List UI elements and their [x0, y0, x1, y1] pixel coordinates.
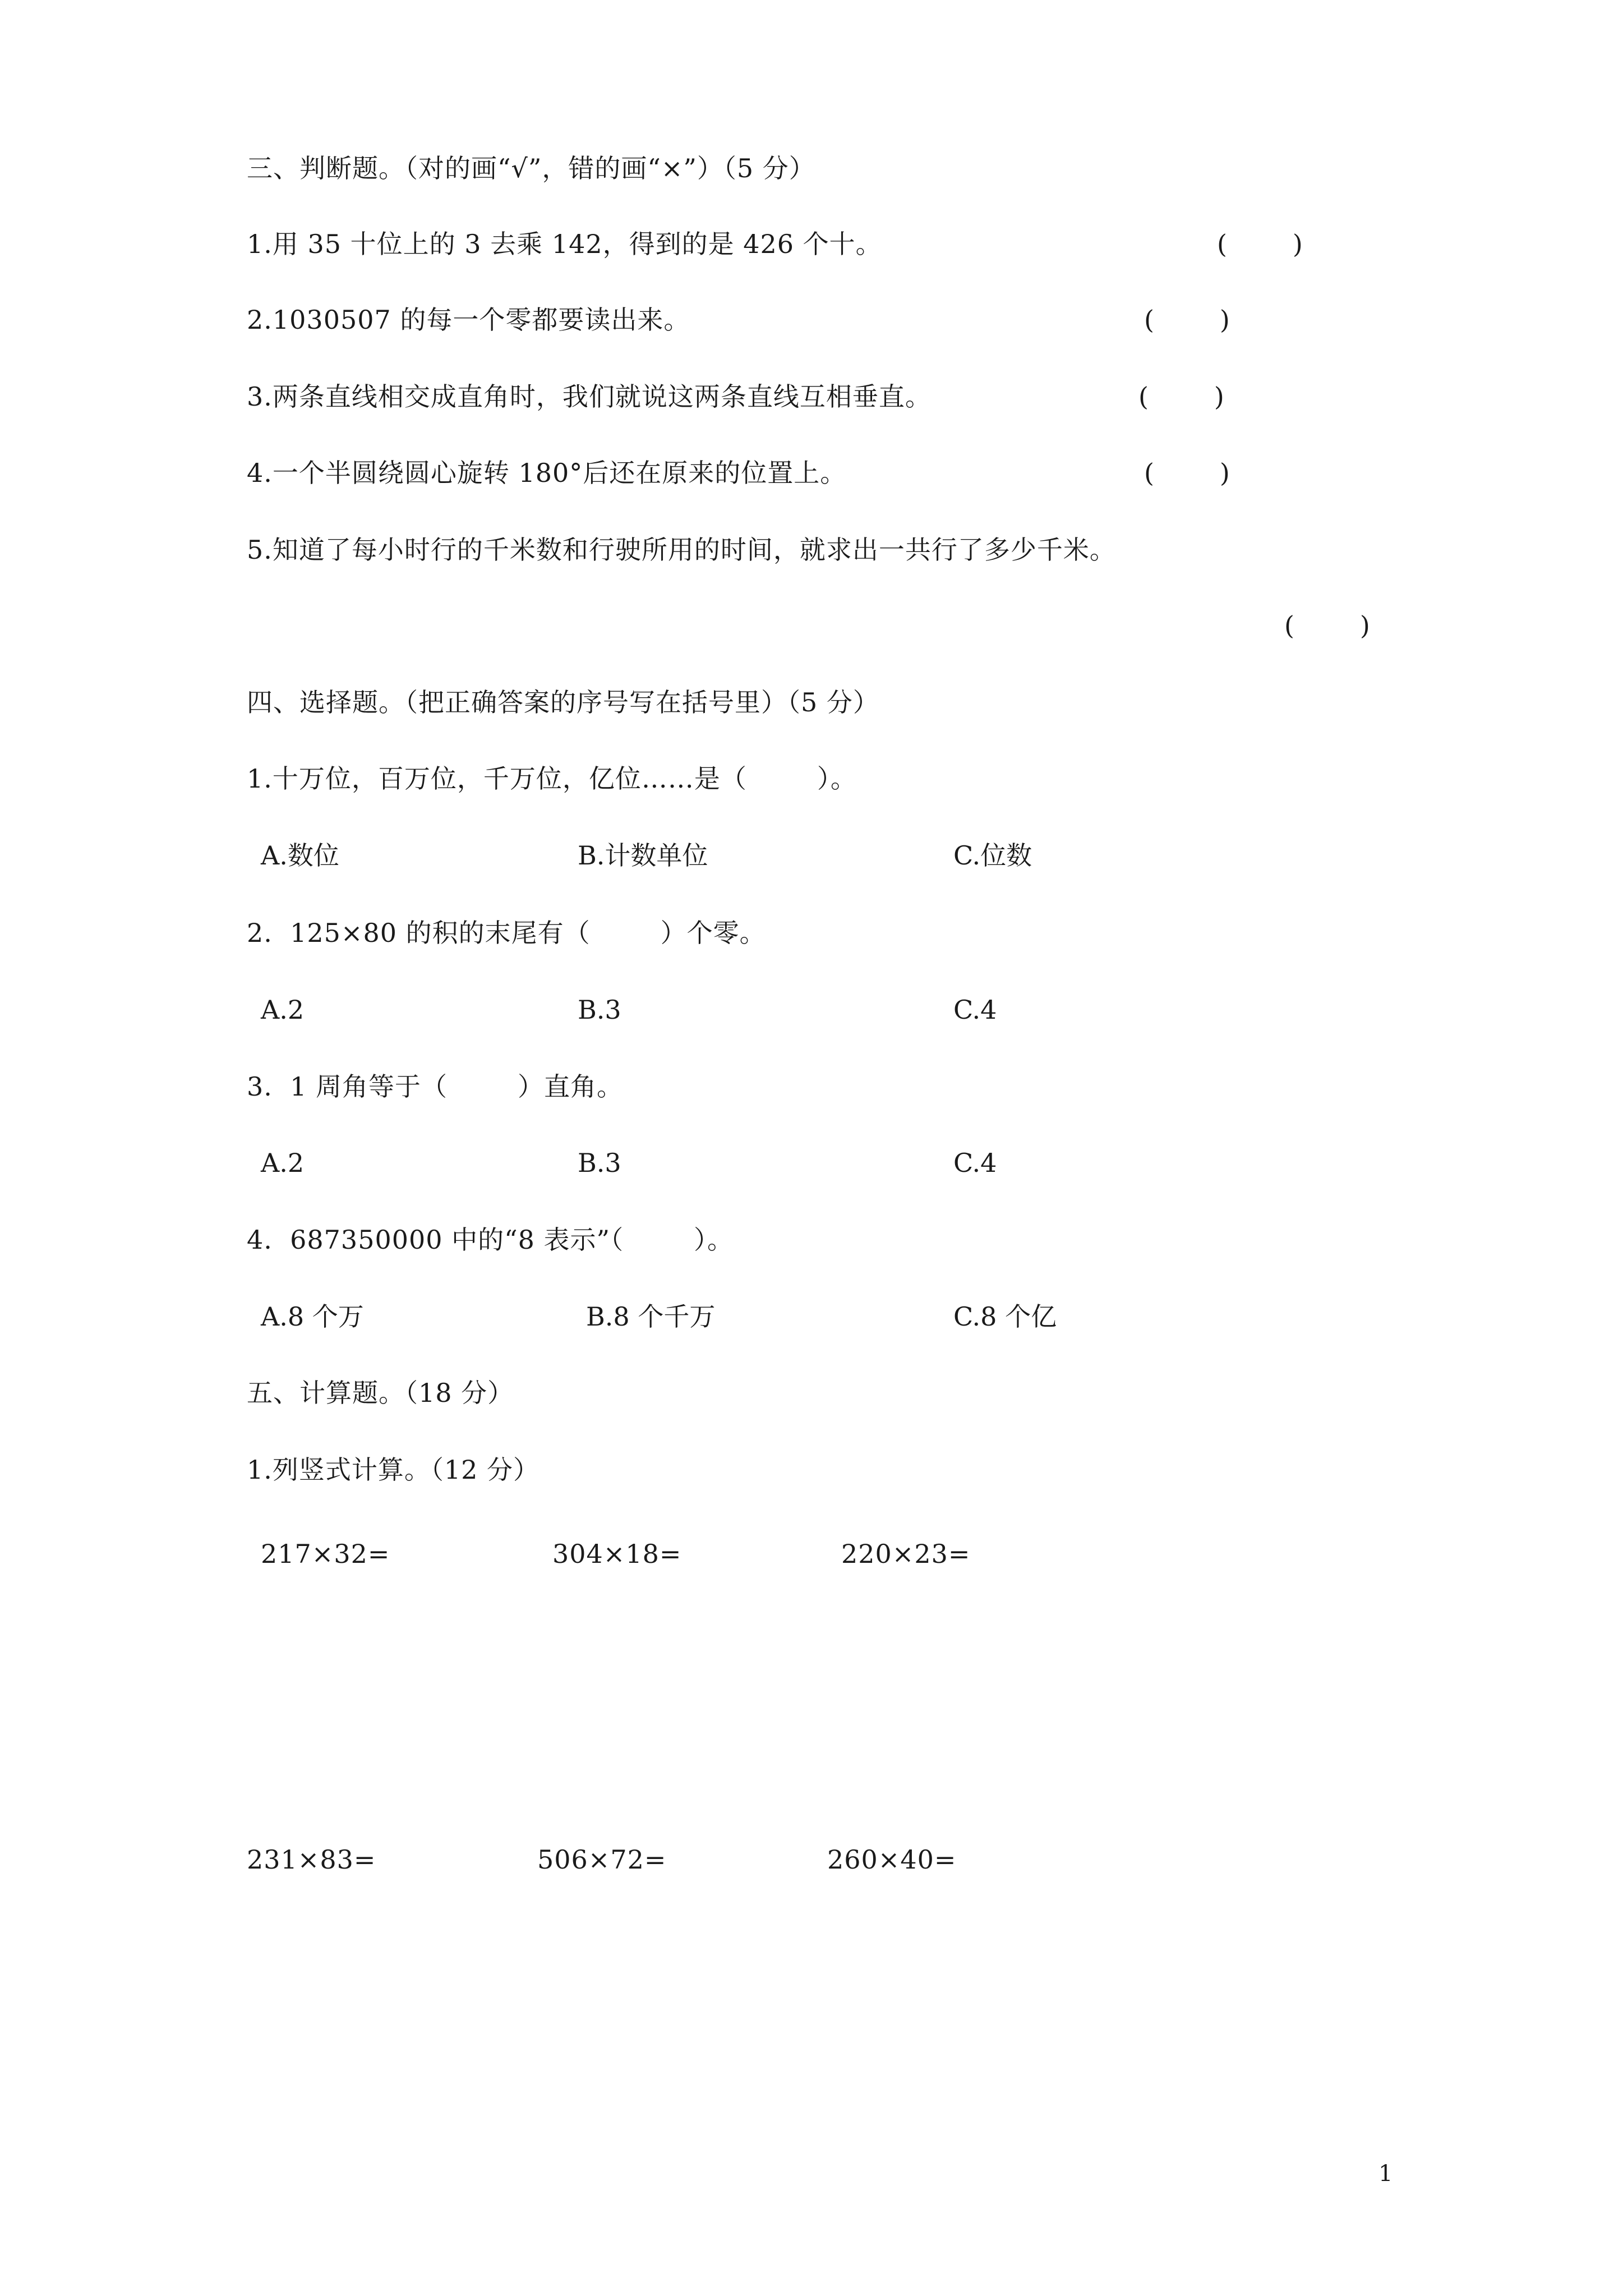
- choice-1-option-a[interactable]: A.数位: [261, 840, 339, 871]
- choice-question-4: 4. 687350000 中的“8 表示”（ ）。: [247, 1225, 734, 1255]
- section5-heading: 五、计算题。（18 分）: [247, 1378, 514, 1408]
- judge-item-1-blank[interactable]: ( ): [1217, 229, 1303, 259]
- judge-item-3-blank[interactable]: ( ): [1138, 381, 1224, 412]
- calc-problem-2: 304×18=: [552, 1539, 682, 1569]
- judge-item-2: 2.1030507 的每一个零都要读出来。: [247, 305, 690, 335]
- judge-item-4: 4.一个半圆绕圆心旋转 180°后还在原来的位置上。: [247, 458, 847, 488]
- choice-4-option-b[interactable]: B.8 个千万: [586, 1301, 716, 1332]
- calc-problem-5: 506×72=: [537, 1844, 667, 1875]
- section3-heading: 三、判断题。（对的画“√”，错的画“×”）（5 分）: [247, 153, 815, 183]
- calc-problem-6: 260×40=: [827, 1844, 957, 1875]
- choice-2-option-a[interactable]: A.2: [261, 995, 305, 1025]
- choice-question-2: 2. 125×80 的积的末尾有（ ）个零。: [247, 918, 766, 948]
- choice-3-option-a[interactable]: A.2: [261, 1148, 305, 1178]
- calc-problem-1: 217×32=: [261, 1539, 390, 1569]
- judge-item-1: 1.用 35 十位上的 3 去乘 142，得到的是 426 个十。: [247, 229, 882, 259]
- choice-question-3: 3. 1 周角等于（ ）直角。: [247, 1071, 623, 1102]
- choice-question-1: 1.十万位，百万位，千万位，亿位……是（ ）。: [247, 763, 857, 794]
- choice-1-option-b[interactable]: B.计数单位: [578, 840, 708, 871]
- choice-2-option-b[interactable]: B.3: [578, 995, 621, 1025]
- calc-problem-3: 220×23=: [841, 1539, 971, 1569]
- judge-item-2-blank[interactable]: ( ): [1144, 305, 1230, 335]
- page-number: 1: [1378, 2161, 1393, 2187]
- judge-item-5-blank[interactable]: ( ): [1284, 610, 1370, 641]
- section4-heading: 四、选择题。（把正确答案的序号写在括号里）（5 分）: [247, 687, 879, 717]
- choice-3-option-b[interactable]: B.3: [578, 1148, 621, 1178]
- choice-1-option-c[interactable]: C.位数: [953, 840, 1032, 871]
- choice-4-option-c[interactable]: C.8 个亿: [953, 1301, 1057, 1332]
- choice-4-option-a[interactable]: A.8 个万: [261, 1301, 364, 1332]
- section5-sub1: 1.列竖式计算。（12 分）: [247, 1455, 540, 1485]
- judge-item-5: 5.知道了每小时行的千米数和行驶所用的时间，就求出一共行了多少千米。: [247, 535, 1116, 565]
- calc-problem-4: 231×83=: [247, 1844, 376, 1875]
- judge-item-4-blank[interactable]: ( ): [1144, 458, 1230, 488]
- choice-3-option-c[interactable]: C.4: [953, 1148, 997, 1178]
- judge-item-3: 3.两条直线相交成直角时，我们就说这两条直线互相垂直。: [247, 381, 932, 412]
- choice-2-option-c[interactable]: C.4: [953, 995, 997, 1025]
